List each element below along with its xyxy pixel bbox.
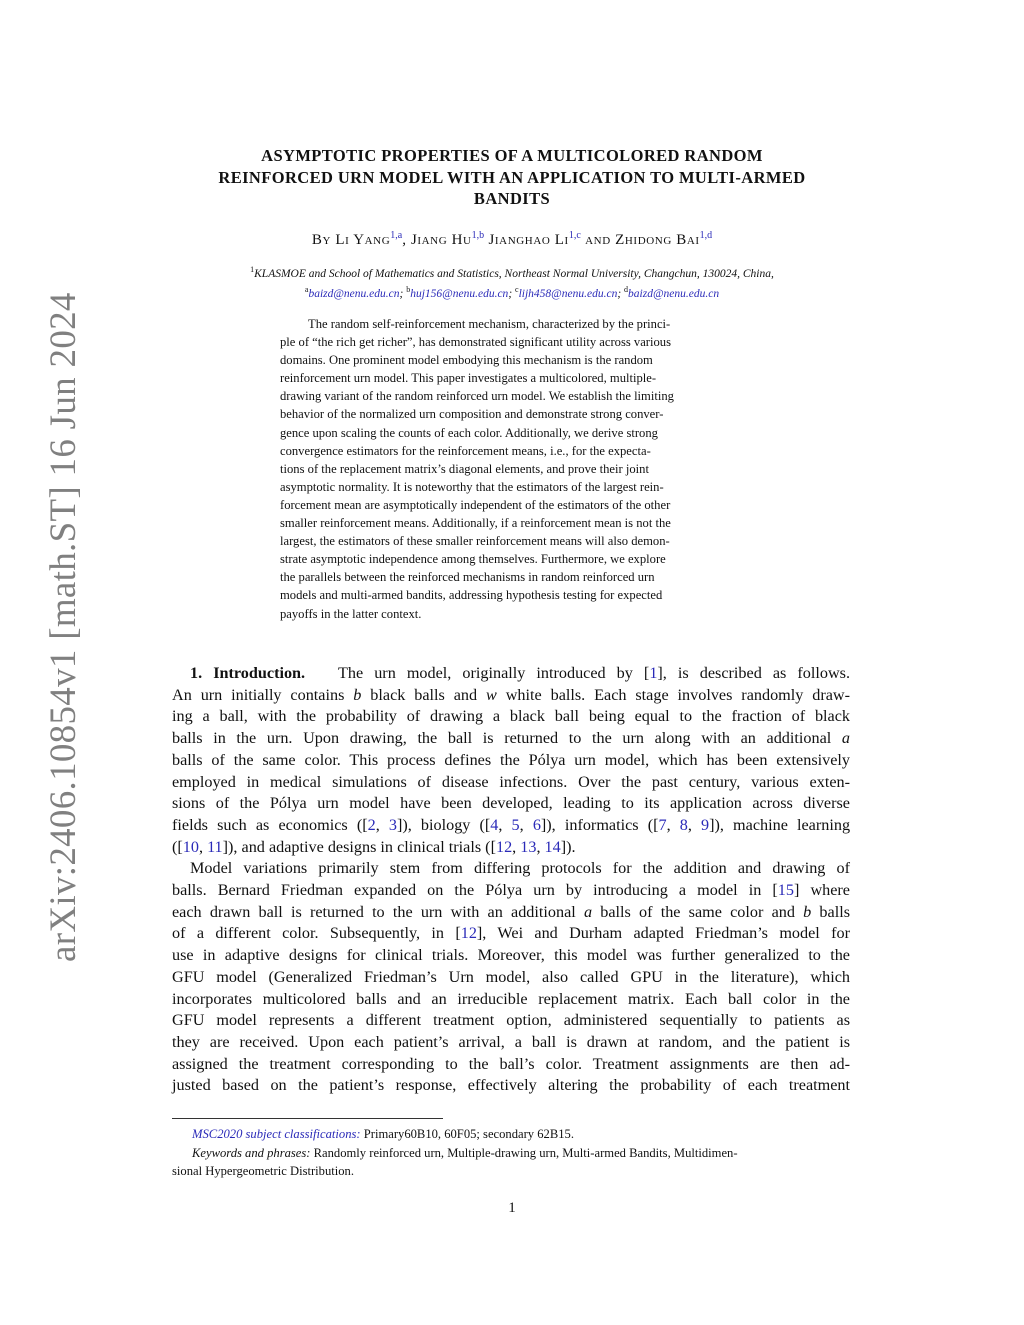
text-run: , [519, 815, 533, 834]
author-mark: 1,c [568, 230, 581, 241]
author-name: Jianghao Li [488, 232, 569, 248]
email-link[interactable]: baizd@nenu.edu.cn [308, 288, 400, 301]
citation-link[interactable]: 4 [490, 815, 499, 834]
body-line [172, 923, 850, 945]
body-line [172, 685, 850, 707]
citation-link[interactable]: 13 [520, 837, 537, 856]
text-run: ] where [793, 881, 850, 900]
text-run: balls in the urn. Upon drawing, the ball is returned to the urn along with an additional [172, 729, 842, 748]
abstract-line: forcement mean are asymptotically independent of the estimators of the other [280, 497, 671, 512]
body-line: incorporates multicolored balls and an irreducible replacement matrix. Each ball color in the [172, 989, 850, 1008]
introduction-section [172, 663, 850, 1097]
body-line [172, 728, 850, 750]
affiliation-mark: 1 [250, 265, 255, 274]
citation-link[interactable]: 1 [649, 664, 658, 682]
text-run: ]), informatics ([ [540, 815, 659, 834]
citation-link[interactable]: 12 [495, 837, 513, 856]
abstract-line: tions of the replacement matrix’s diagonal elements, and prove their joint [280, 461, 649, 476]
body-line: balls of the same color. This process defines the Pólya urn model, which has been extensively [172, 750, 850, 769]
body-line: use in adaptive designs for clinical trials. Moreover, this model was further generalized to the [172, 946, 850, 965]
text-run: , [198, 837, 208, 856]
citation-link[interactable]: 14 [544, 837, 561, 856]
body-line: Model variations primarily stem from differing protocols for the addition and drawing of [190, 859, 850, 878]
text-run: The urn model, originally introduced by [ [337, 664, 650, 682]
email-mark: a [304, 285, 309, 295]
text-run: An urn initially contains [172, 685, 354, 704]
keywords-label: Keywords and phrases: [192, 1145, 311, 1160]
body-line [172, 902, 850, 924]
math-var: a [841, 729, 850, 748]
author-mark: 1,b [471, 230, 485, 241]
page-number: 1 [508, 1200, 516, 1216]
abstract-line: asymptotic normality. It is noteworthy that the estimators of the largest rein- [280, 479, 664, 494]
math-var: b [353, 685, 362, 704]
title-line: BANDITS [473, 189, 551, 208]
citation-link[interactable]: 7 [658, 815, 667, 834]
keywords-text: Randomly reinforced urn, Multiple-drawing urn, Multi-armed Bandits, Multidimen- [310, 1145, 738, 1160]
abstract-line: gence upon scaling the counts of each color. Additionally, we derive strong [280, 425, 658, 440]
abstract-line: The random self-reinforcement mechanism, characterized by the princi- [308, 317, 671, 331]
math-var: a [583, 902, 593, 921]
footnote-rule [172, 1118, 443, 1119]
body-line: GFU model (Generalized Friedman’s Urn model, also called GPU in the literature), which [172, 967, 850, 986]
body-line: employed in medical simulations of disease infections. Over the past century, various exten- [172, 772, 850, 791]
text-run: ]), machine learning [709, 815, 851, 834]
text-run: , [512, 837, 521, 856]
abstract-line: smaller reinforcement means. Additionally, if a reinforcement mean is not the [280, 516, 671, 531]
citation-link[interactable]: 9 [701, 815, 710, 834]
abstract-line: the parallels between the reinforced mechanisms in random reinforced urn [280, 570, 655, 585]
text-run: , [536, 837, 545, 856]
math-var: b [803, 902, 812, 921]
email-mark: d [624, 285, 629, 295]
affiliation: $^1$KLASMOE and School of Mathematics and Statistics, Northeast Normal University, Changchun, 130024, China, $^a$baizd@nenu.edu.cn; $^b$huj156@nenu.edu.cn; $^c$lijh458@nenu.edu.cn; $^d$baizd@nenu.edu.cn [250, 265, 774, 301]
email-link[interactable]: lijh458@nenu.edu.cn [518, 288, 618, 301]
abstract-line: strate asymptotic independence among themselves. Furthermore, we explore [280, 552, 666, 567]
text-run: balls. Bernard Friedman expanded on the Pólya urn by introducing a model in [ [172, 881, 778, 900]
abstract-line: convergence estimators for the reinforcement means, i.e., for the expecta- [280, 443, 651, 458]
affiliation-text: KLASMOE and School of Mathematics and Statistics, Northeast Normal University, Changchun, 130024, China, [254, 267, 774, 280]
text-run: ], is described as follows. [657, 664, 850, 682]
citation-link[interactable]: 11 [207, 837, 223, 856]
text-run: balls of the same color and [592, 902, 804, 921]
email-mark: c [515, 285, 519, 295]
citation-link[interactable]: 6 [532, 815, 541, 834]
abstract-line: ple of “the rich get richer”, has demonstrated significant utility across various [280, 335, 671, 350]
author-name: Jiang Hu [410, 232, 472, 248]
body-line: sions of the Pólya urn model have been developed, leading to its application across diverse [172, 794, 850, 813]
title-line: REINFORCED URN MODEL WITH AN APPLICATION TO MULTI-ARMED [218, 167, 806, 187]
title-line: ASYMPTOTIC PROPERTIES OF A MULTICOLORED RANDOM [261, 146, 763, 165]
body-line [172, 837, 850, 859]
abstract [280, 315, 742, 623]
text-run: ]), biology ([ [396, 815, 491, 834]
abstract-line: domains. One prominent model embodying this mechanism is the random [280, 353, 653, 368]
abstract-line: largest, the estimators of these smaller reinforcement means will also demon- [280, 534, 670, 549]
body-line: assigned the treatment corresponding to the ball’s color. Treatment assignments are then ad- [172, 1054, 850, 1073]
citation-link[interactable]: 2 [367, 815, 376, 834]
body-line [172, 663, 850, 685]
abstract-line: payoffs in the latter context. [280, 606, 422, 621]
body-line: justed based on the patient’s response, effectively altering the probability of each treatment [172, 1076, 850, 1095]
text-run: , [666, 815, 680, 834]
citation-link[interactable]: 12 [460, 924, 477, 943]
author-separator: , [402, 232, 407, 248]
text-run: ], Wei and Durham adapted Friedman’s model for [476, 924, 850, 943]
paper-title [150, 145, 874, 210]
abstract-line: behavior of the normalized urn composition and demonstrate strong conver- [280, 407, 664, 422]
citation-link[interactable]: 15 [777, 881, 794, 900]
citation-link[interactable]: 10 [182, 837, 199, 856]
author-mark: 1,a [390, 230, 403, 241]
text-run: balls [811, 902, 850, 921]
by-label: By [311, 232, 332, 248]
citation-link[interactable]: 8 [679, 815, 688, 834]
msc-link[interactable]: MSC2020 subject classifications: [192, 1127, 361, 1141]
text-run: of a different color. Subsequently, in [ [172, 924, 461, 943]
citation-link[interactable]: 5 [511, 815, 520, 834]
text-run: ]), and adaptive designs in clinical trials ([ [222, 837, 496, 856]
math-var: w [486, 685, 497, 704]
text-run: black balls and [361, 685, 487, 704]
footnote [172, 1125, 850, 1181]
body-line [172, 880, 850, 902]
body-line [172, 815, 850, 837]
text-run: , [687, 815, 702, 834]
citation-link[interactable]: 3 [388, 815, 397, 834]
author-name: Li Yang [335, 232, 391, 248]
text-run: , [375, 815, 389, 834]
text-run: ]). [560, 837, 576, 856]
text-run: each drawn ball is returned to the urn with an additional [172, 902, 584, 921]
text-run: , [498, 815, 512, 834]
author-mark: 1,d [699, 230, 713, 241]
abstract-line: models and multi-armed bandits, addressing hypothesis testing for expected [280, 588, 663, 603]
author-name: Zhidong Bai [615, 232, 700, 248]
msc-text: Primary60B10, 60F05; secondary 62B15. [360, 1127, 574, 1141]
email-mark: b [406, 285, 411, 295]
body-line: GFU model represents a different treatment option, administered sequentially to patients as [172, 1011, 850, 1030]
text-run: white balls. Each stage involves randomly draw- [496, 685, 851, 704]
keywords-text: sional Hypergeometric Distribution. [172, 1164, 354, 1178]
and-label: and [585, 232, 611, 248]
body-line: they are received. Upon each patient’s arrival, a ball is drawn at random, and the patient is [172, 1032, 850, 1051]
arxiv-stamp: arXiv:2406.10854v1 [math.ST] 16 Jun 2024 [43, 292, 84, 962]
email-link[interactable]: huj156@nenu.edu.cn [410, 288, 509, 301]
text-run: ([ [172, 837, 183, 856]
email-link[interactable]: baizd@nenu.edu.cn [628, 288, 720, 301]
text-run: fields such as economics ([ [172, 815, 368, 834]
abstract-line: drawing variant of the random reinforced urn model. We establish the limiting [280, 389, 674, 404]
abstract-line: reinforcement urn model. This paper investigates a multicolored, multiple- [280, 371, 657, 386]
author-list [150, 230, 874, 249]
section-heading: 1. Introduction. [190, 664, 306, 682]
body-line: ing a ball, with the probability of drawing a black ball being equal to the fraction of black [172, 707, 850, 726]
